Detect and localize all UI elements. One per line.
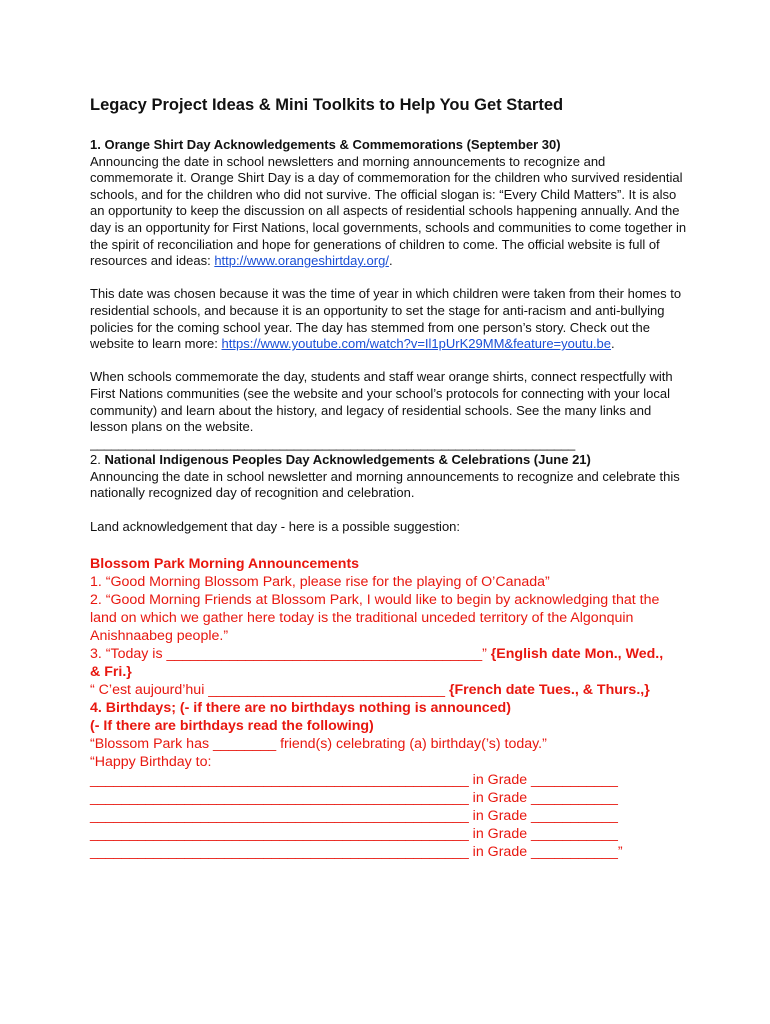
birthdays-instruction: (- If there are birthdays read the following): [90, 718, 374, 735]
french-date-note: {French date Tues., & Thurs.,}: [448, 682, 650, 699]
grade-row: ________________________________________________ in Grade ___________”: [90, 844, 623, 861]
section1-paragraph-2-text: This date was chosen because it was the time of year in which children were taken from their homes to residential schools, and because it is an opportunity to set the stage for anti-racism and anti-bullying policies for the coming school year. The day has stemmed from one person’s story. Check out the website to learn more:: [90, 286, 682, 352]
english-date-note: {English date Mon., Wed.,: [490, 646, 664, 663]
announcement-line-3-text: 3. “Today is ________________________________________”: [90, 646, 491, 663]
section2-number: 2.: [90, 452, 105, 468]
section2-heading: [90, 452, 690, 469]
announcement-line-4-text: “ C’est aujourd’hui ______________________________: [90, 682, 449, 699]
happy-birthday-line: “Happy Birthday to:: [90, 754, 212, 771]
section1-paragraph-1: [90, 154, 690, 270]
announcement-line-2: 2. “Good Morning Friends at Blossom Park, I would like to begin by acknowledging that the land on which we gather here today is the traditional unceded territory of the Algonquin Anishnaabeg people.”: [90, 592, 660, 645]
english-date-note-cont: & Fri.}: [90, 664, 132, 681]
announcement-line-3: [90, 645, 690, 663]
document-content: [90, 95, 690, 861]
orange-shirt-day-link[interactable]: http://www.orangeshirtday.org/: [214, 253, 389, 269]
announcement-line-1: 1. “Good Morning Blossom Park, please rise for the playing of O’Canada”: [90, 574, 550, 591]
section1-paragraph-1-text: Announcing the date in school newsletters and morning announcements to recognize and commemorate it. Orange Shirt Day is a day of commemoration for the children who survived residential schools, and for the children who did not survive. The official slogan is: “Every Child Matters”. It is also an opportunity to keep the discussion on all aspects of residential schools happening annually. And the day is an opportunity for First Nations, local governments, schools and communities to come together in the spirit of reconciliation and hope for generations of children to come. The official website is full of resources and ideas:: [90, 153, 687, 269]
section2-paragraph-1: Announcing the date in school newsletter and morning announcements to recognize and celebrate this nationally recognized day of recognition and celebration.: [90, 468, 680, 501]
announcements-heading: Blossom Park Morning Announcements: [90, 556, 360, 573]
section2-heading-text: National Indigenous Peoples Day Acknowledgements & Celebrations (June 21): [104, 452, 591, 468]
birthdays-heading: 4. Birthdays; (- if there are no birthdays nothing is announced): [90, 700, 511, 717]
section1-paragraph-1-end: .: [388, 253, 393, 269]
section1-paragraph-2: [90, 286, 690, 352]
page-title: Legacy Project Ideas & Mini Toolkits to Help You Get Started: [90, 96, 564, 114]
section1-heading: 1. Orange Shirt Day Acknowledgements & Commemorations (September 30): [90, 137, 561, 152]
announcement-line-4: [90, 681, 690, 699]
grade-row: ________________________________________________ in Grade ___________: [90, 826, 618, 843]
birthday-count-line: “Blossom Park has ________ friend(s) celebrating (a) birthday(’s) today.”: [90, 736, 547, 753]
youtube-link[interactable]: https://www.youtube.com/watch?v=Il1pUrK29MM&feature=youtu.be: [221, 336, 612, 352]
section-divider: _____________________________________________________________________: [90, 435, 576, 451]
grade-row: ________________________________________________ in Grade ___________: [90, 772, 618, 789]
section1-paragraph-3: When schools commemorate the day, students and staff wear orange shirts, connect respectfully with First Nations communities (see the website and your school’s protocols for connecting with your local community) and learn about the history, and legacy of residential schools. See the many links and lesson plans on the website.: [90, 369, 673, 435]
grade-row: ________________________________________________ in Grade ___________: [90, 808, 618, 825]
announcements-block: [90, 555, 690, 861]
section2-paragraph-2: Land acknowledgement that day - here is a possible suggestion:: [90, 518, 461, 534]
section1-paragraph-2-end: .: [611, 336, 615, 352]
grade-row: ________________________________________________ in Grade ___________: [90, 790, 618, 807]
